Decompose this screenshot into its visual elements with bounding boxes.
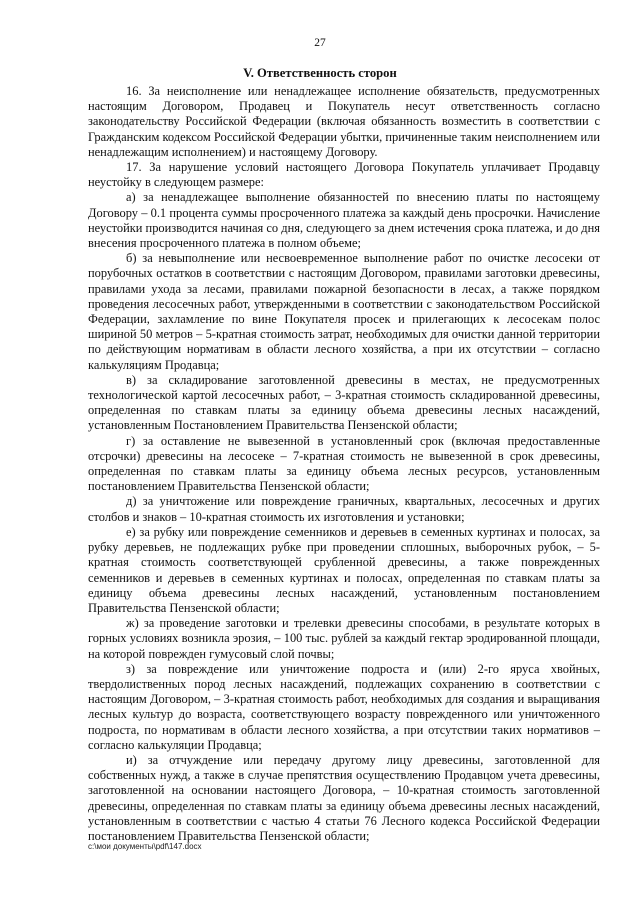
clause-zh: ж) за проведение заготовки и трелевки древесины способами, в результате которых в горных условиях возникла эрозия, – 100 тыс. рублей за каждый гектар эродированной площади, на которой поврежден гумусовый слой почвы; xyxy=(88,616,600,661)
document-body xyxy=(88,84,600,844)
clause-i: и) за отчуждение или передачу другому лицу древесины, заготовленной для собственных нужд, а также в случае препятствия осуществлению Продавцом учета древесины, заготовленной на основании настоящего Договора, – 10-кратная стоимость заготовленной древесины, определенная по ставкам платы за единицу объема древесины лесных насаждений, установленным в соответствии с частью 4 статьи 76 Лесного кодекса Российской Федерации постановлением Правительства Пензенской области; xyxy=(88,752,600,843)
clause-a: а) за ненадлежащее выполнение обязанностей по внесению платы по настоящему Договору – 0.1 процента суммы просроченного платежа за каждый день просрочки. Начисление неустойки производится начиная со дня, следующего за днем истечения срока платежа, и до дня внесения просроченного платежа в полном объеме; xyxy=(88,190,600,251)
clause-b: б) за невыполнение или несвоевременное выполнение работ по очистке лесосеки от порубочных остатков в соответствии с настоящим Договором, правилами заготовки древесины, правилами ухода за лесами, правилами пожарной безопасности в лесах, а также порядком проведения лесосечных работ, утвержденными в соответствии с законодательством Российской Федерации, захламление по вине Покупателя просек и прилегающих к лесосекам полос шириной 50 метров – 5-кратная стоимость затрат, необходимых для очистки данной территории по действующим нормативам в области лесного хозяйства, а при их отсутствии – согласно калькуляциям Продавца; xyxy=(88,251,600,372)
clause-z: з) за повреждение или уничтожение подроста и (или) 2-го яруса хвойных, твердолиственных пород лесных насаждений, подлежащих сохранению в соответствии с настоящим Договором, – 3-кратная стоимость работ, необходимых для создания и выращивания лесных культур до возраста, соответствующего возрасту поврежденного или уничтоженного подроста, по нормативам в области лесного хозяйства, а при отсутствии таких нормативов – согласно калькуляции Продавца; xyxy=(88,661,600,752)
clause-d: д) за уничтожение или повреждение граничных, квартальных, лесосечных и других столбов и знаков – 10-кратная стоимость их изготовления и установки; xyxy=(88,494,600,524)
clause-e: е) за рубку или повреждение семенников и деревьев в семенных куртинах и полосах, за рубку деревьев, не подлежащих рубке при проведении сплошных, выборочных рубок, – 5-кратная стоимость соответствующей срубленной древесины, а также поврежденных семенников и деревьев в семенных куртинах и полосах, определенная по ставкам платы за единицу объема древесины лесных насаждений, установленным постановлением Правительства Пензенской области; xyxy=(88,524,600,615)
paragraph-17: 17. За нарушение условий настоящего Договора Покупатель уплачивает Продавцу неустойку в следующем размере: xyxy=(88,160,600,190)
paragraph-16: 16. За неисполнение или ненадлежащее исполнение обязательств, предусмотренных настоящим Договором, Продавец и Покупатель несут ответственность согласно законодательству Российской Федерации (включая обязанность возместить в соответствии с Гражданским кодексом Российской Федерации убытки, причиненные таким неисполнением или ненадлежащим исполнением) и настоящему Договору. xyxy=(88,84,600,159)
clause-v: в) за складирование заготовленной древесины в местах, не предусмотренных технологической картой лесосечных работ, – 3-кратная стоимость складированной древесины, определенная по ставкам платы за единицу объема древесины лесных насаждений, установленным Постановлением Правительства Пензенской области; xyxy=(88,372,600,433)
footer-file-path: c:\мои документы\pdf\147.docx xyxy=(88,842,202,851)
page-number: 27 xyxy=(314,37,326,49)
clause-g: г) за оставление не вывезенной в установленный срок (включая предоставленные отсрочки) древесины на лесосеке – 7-кратная стоимость не вывезенной в срок древесины, определенная по ставкам платы за единицу объема лесных ресурсов, установленным постановлением Правительства Пензенской области; xyxy=(88,433,600,494)
section-title: V. Ответственность сторон xyxy=(243,66,397,80)
